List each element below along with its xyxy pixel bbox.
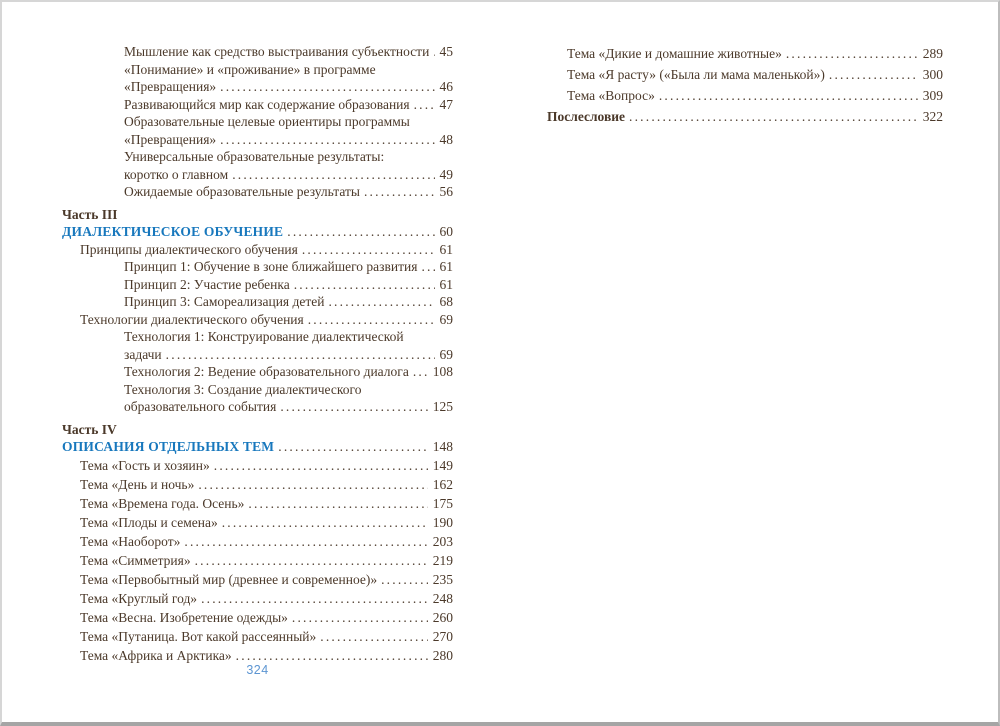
toc-entry-page: 49 — [439, 166, 453, 182]
toc-entry — [62, 206, 453, 224]
dot-leader — [320, 627, 427, 646]
toc-column-left — [62, 43, 453, 665]
toc-entry-page: 322 — [922, 109, 943, 124]
page-number-footer: 324 — [246, 663, 269, 677]
toc-entry — [62, 96, 453, 114]
dot-leader — [294, 276, 435, 294]
toc-entry-page: 289 — [922, 46, 943, 61]
dot-leader — [381, 570, 428, 589]
toc-entry-text: Часть III — [62, 206, 118, 222]
dot-leader — [195, 551, 428, 570]
toc-entry-text: «Превращения» — [124, 131, 217, 147]
toc-entry-text: образовательного события — [124, 399, 277, 414]
toc-entry-page: 300 — [922, 67, 943, 82]
toc-entry — [547, 85, 943, 106]
toc-entry-text: ДИАЛЕКТИЧЕСКОЕ ОБУЧЕНИЕ — [62, 224, 284, 239]
toc-entry-text: Тема «Вопрос» — [567, 88, 655, 103]
toc-entry-text: Тема «Симметрия» — [80, 552, 191, 568]
toc-entry-text: Тема «Наоборот» — [80, 533, 181, 549]
toc-entry-text: Ожидаемые образовательные результаты — [124, 184, 360, 199]
toc-entry-page: 108 — [432, 364, 453, 379]
toc-entry — [62, 113, 453, 131]
toc-entry-page: 203 — [432, 533, 453, 549]
toc-group-theme-list-end — [547, 43, 943, 127]
toc-entry-page: 60 — [439, 224, 453, 239]
dot-leader — [248, 494, 427, 513]
toc-entry-text: Тема «Первобытный мир (древнее и современное)» — [80, 571, 378, 587]
toc-entry-page: 45 — [439, 44, 453, 59]
toc-entry — [62, 166, 453, 184]
toc-entry — [62, 258, 453, 276]
toc-entry-text: Принцип 3: Самореализация детей — [124, 294, 325, 309]
toc-entry-text: Тема «Круглый год» — [80, 590, 198, 606]
toc-entry-text: Тема «Времена года. Осень» — [80, 495, 245, 511]
toc-entry-text: Принцип 1: Обучение в зоне ближайшего развития — [124, 259, 418, 274]
toc-entry-page: 48 — [439, 131, 453, 147]
toc-entry — [62, 589, 453, 608]
toc-entry — [62, 183, 453, 201]
toc-entry-text: Принципы диалектического обучения — [80, 241, 298, 257]
toc-entry — [62, 570, 453, 589]
toc-entry-text: Тема «День и ночь» — [80, 476, 195, 492]
toc-entry — [547, 106, 943, 127]
toc-entry — [62, 328, 453, 346]
toc-group-theme-list — [62, 456, 453, 665]
dot-leader — [287, 223, 434, 241]
toc-entry-text: Тема «Я расту» («Была ли мама маленькой») — [567, 67, 825, 82]
toc-entry — [62, 381, 453, 399]
toc-entry-page: 149 — [432, 457, 453, 473]
toc-entry-page: 235 — [432, 571, 453, 587]
toc-entry-text: коротко о главном — [124, 166, 229, 182]
toc-entry — [62, 241, 453, 259]
toc-entry-text: задачи — [124, 346, 162, 362]
dot-leader — [292, 608, 428, 627]
dot-leader — [364, 183, 435, 201]
toc-entry — [62, 494, 453, 513]
dot-leader — [166, 346, 435, 364]
dot-leader — [829, 64, 918, 85]
toc-entry-text: Тема «Африка и Арктика» — [80, 647, 232, 663]
dot-leader — [786, 43, 918, 64]
toc-entry-text: Образовательные целевые ориентиры программы — [124, 114, 410, 129]
toc-entry — [62, 363, 453, 381]
toc-entry-page: 46 — [439, 79, 453, 94]
toc-entry-page: 61 — [439, 241, 453, 257]
toc-entry — [62, 421, 453, 439]
toc-group-part-3 — [62, 206, 453, 416]
toc-entry-text: Развивающийся мир как содержание образования — [124, 96, 410, 112]
toc-entry-page: 69 — [439, 346, 453, 362]
dot-leader — [232, 166, 434, 184]
dot-leader — [222, 513, 428, 532]
toc-entry — [547, 64, 943, 85]
toc-entry — [62, 456, 453, 475]
toc-entry — [62, 513, 453, 532]
toc-entry-page: 47 — [439, 96, 453, 112]
dot-leader — [220, 78, 434, 96]
toc-entry — [62, 223, 453, 241]
toc-column-right — [547, 43, 943, 127]
toc-entry-page: 219 — [432, 552, 453, 568]
toc-entry-text: Мышление как средство выстраивания субъектности — [124, 44, 430, 59]
toc-entry — [62, 608, 453, 627]
toc-entry-text: Технология 1: Конструирование диалектической — [124, 329, 404, 344]
toc-entry-page: 248 — [432, 590, 453, 606]
toc-entry-text: Тема «Гость и хозяин» — [80, 457, 210, 473]
toc-entry-page: 61 — [439, 276, 453, 292]
dot-leader — [421, 258, 434, 276]
toc-entry — [62, 148, 453, 166]
toc-entry-page: 69 — [439, 311, 453, 327]
toc-entry — [62, 293, 453, 311]
dot-leader — [414, 96, 435, 114]
dot-leader — [328, 293, 434, 311]
dot-leader — [433, 43, 434, 61]
toc-entry-text: Технология 3: Создание диалектического — [124, 381, 362, 397]
toc-entry-page: 148 — [432, 439, 453, 454]
dot-leader — [201, 589, 428, 608]
toc-entry — [62, 276, 453, 294]
toc-entry — [62, 438, 453, 456]
toc-entry-text: Послесловие — [547, 109, 626, 124]
toc-entry-page: 125 — [432, 399, 453, 414]
toc-entry — [62, 532, 453, 551]
dot-leader — [413, 363, 428, 381]
dot-leader — [198, 475, 427, 494]
toc-entry-page: 190 — [432, 514, 453, 530]
toc-entry-page: 280 — [432, 647, 453, 663]
toc-entry-text: Часть IV — [62, 421, 117, 437]
toc-entry — [62, 61, 453, 79]
toc-entry — [62, 78, 453, 96]
toc-entry-text: Универсальные образовательные результаты: — [124, 149, 385, 164]
toc-entry-text: Технология 2: Ведение образовательного диалога — [124, 364, 409, 379]
toc-entry-page: 56 — [439, 184, 453, 199]
toc-entry — [62, 551, 453, 570]
toc-entry — [62, 627, 453, 646]
toc-entry — [62, 646, 453, 665]
toc-entry-text: Принцип 2: Участие ребенка — [124, 276, 290, 292]
toc-entry-text: Технологии диалектического обучения — [80, 311, 304, 327]
dot-leader — [629, 106, 918, 127]
toc-entry — [62, 346, 453, 364]
toc-entry-text: Тема «Дикие и домашние животные» — [567, 46, 782, 61]
toc-entry-page: 162 — [432, 476, 453, 492]
toc-entry-page: 175 — [432, 495, 453, 511]
toc-entry — [62, 311, 453, 329]
dot-leader — [220, 131, 434, 149]
dot-leader — [659, 85, 918, 106]
toc-entry-text: Тема «Путаница. Вот какой рассеянный» — [80, 628, 317, 644]
dot-leader — [302, 241, 435, 259]
dot-leader — [214, 456, 428, 475]
dot-leader — [184, 532, 427, 551]
dot-leader — [278, 438, 428, 456]
toc-entry — [547, 43, 943, 64]
toc-entry-page: 68 — [439, 294, 453, 309]
toc-entry — [62, 131, 453, 149]
toc-entry-text: «Превращения» — [124, 79, 217, 94]
toc-entry — [62, 398, 453, 416]
toc-entry-page: 270 — [432, 628, 453, 644]
dot-leader — [236, 646, 428, 665]
toc-entry-page: 309 — [922, 88, 943, 103]
dot-leader — [280, 398, 427, 416]
toc-entry-text: Тема «Весна. Изобретение одежды» — [80, 609, 288, 625]
toc-entry — [62, 475, 453, 494]
toc-group-part-4 — [62, 421, 453, 456]
toc-entry-text: «Понимание» и «проживание» в программе — [124, 61, 376, 77]
toc-group-continued-entries — [62, 43, 453, 201]
toc-entry-text: ОПИСАНИЯ ОТДЕЛЬНЫХ ТЕМ — [62, 439, 275, 454]
toc-entry-text: Тема «Плоды и семена» — [80, 514, 218, 530]
toc-entry — [62, 43, 453, 61]
toc-entry-page: 260 — [432, 609, 453, 625]
toc-entry-page: 61 — [439, 259, 453, 274]
dot-leader — [308, 311, 435, 329]
